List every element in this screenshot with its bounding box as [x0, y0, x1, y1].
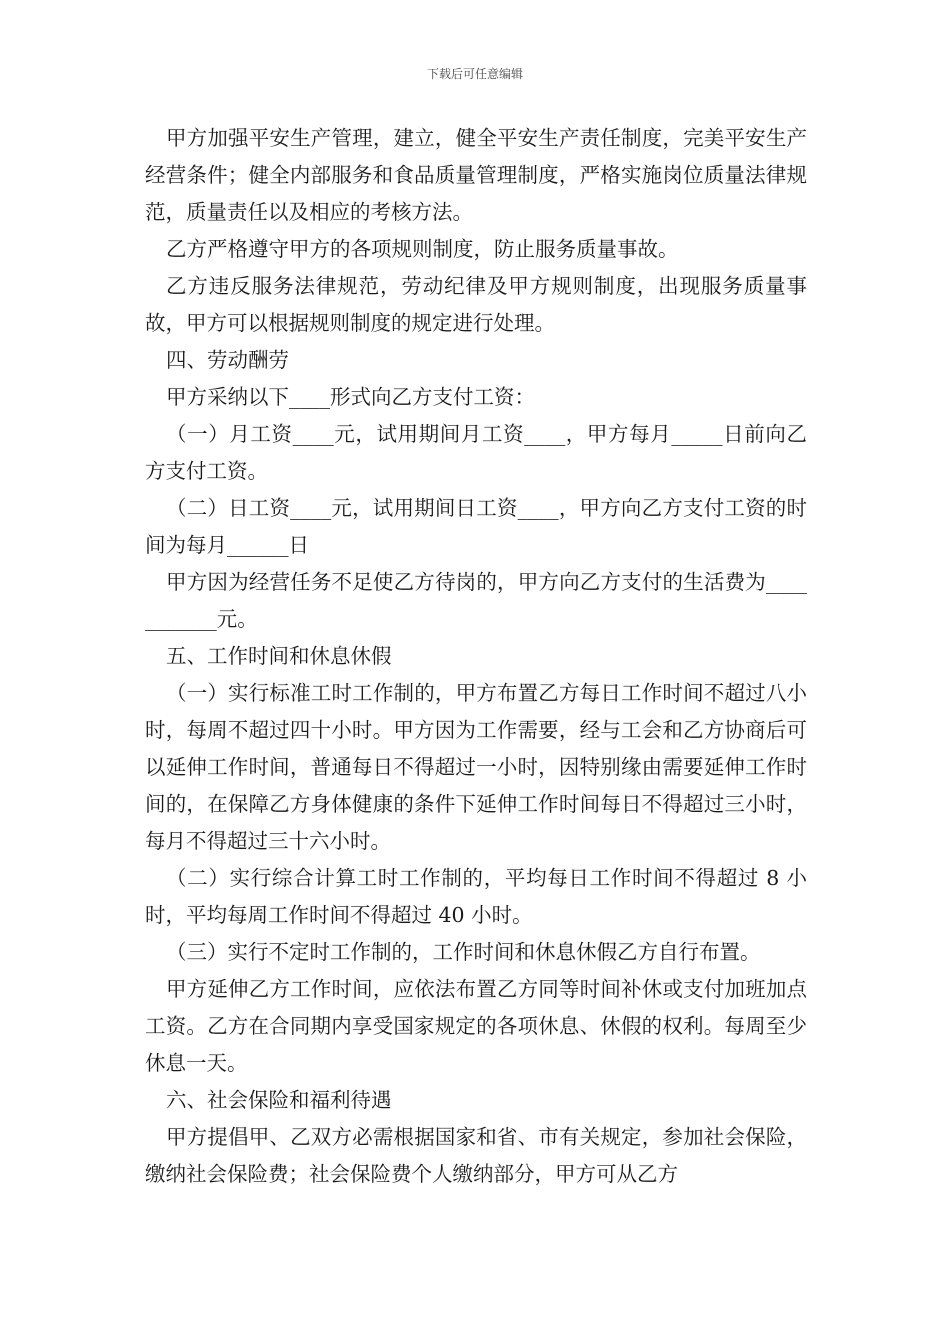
paragraph-standard-hours: （一）实行标准工时工作制的，甲方布置乙方每日工作时间不超过八小时，每周不超过四十小时。甲方因为工作需要，经与工会和乙方协商后可以延伸工作时间，普通每日不得超过一小时，因特别缘由需要延伸工作时间的，在保障乙方身体健康的条件下延伸工作时间每日不得超过三小时，每月不得超过三十六小时。 — [145, 681, 807, 853]
paragraph-wage-form: 甲方采纳以下____形式向乙方支付工资： — [166, 385, 535, 409]
section-heading-social-insurance: 六、社会保险和福利待遇 — [166, 1088, 392, 1112]
paragraph-comprehensive-hours: （二）实行综合计算工时工作制的，平均每日工作时间不得超过 8 小时，平均每周工作时间不得超过 40 小时。 — [145, 866, 807, 927]
section-heading-compensation: 四、劳动酬劳 — [166, 348, 289, 372]
paragraph-monthly-wage: （一）月工资____元，试用期间月工资____，甲方每月_____日前向乙方支付工资。 — [145, 422, 807, 483]
paragraph-flexible-hours: （三）实行不定时工作制的，工作时间和休息休假乙方自行布置。 — [166, 940, 761, 964]
paragraph-daily-wage: （二）日工资____元，试用期间日工资____，甲方向乙方支付工资的时间为每月______日 — [145, 496, 807, 557]
paragraph-safety-management: 甲方加强平安生产管理，建立，健全平安生产责任制度，完美平安生产经营条件；健全内部服务和食品质量管理制度，严格实施岗位质量法律规范，质量责任以及相应的考核方法。 — [145, 126, 807, 224]
paragraph-obey-rules: 乙方严格遵守甲方的各项规则制度，防止服务质量事故。 — [166, 237, 679, 261]
paragraph-standby-allowance: 甲方因为经营任务不足使乙方待岗的，甲方向乙方支付的生活费为___________元。 — [145, 570, 807, 631]
document-body — [145, 120, 807, 1193]
page-header-note: 下载后可任意编辑 — [426, 67, 523, 81]
paragraph-social-insurance: 甲方提倡甲、乙双方必需根据国家和省、市有关规定，参加社会保险，缴纳社会保险费；社会保险费个人缴纳部分，甲方可从乙方 — [145, 1125, 807, 1186]
paragraph-violation-handling: 乙方违反服务法律规范，劳动纪律及甲方规则制度，出现服务质量事故，甲方可以根据规则制度的规定进行处理。 — [145, 274, 807, 335]
paragraph-overtime-compensation: 甲方延伸乙方工作时间，应依法布置乙方同等时间补休或支付加班加点工资。乙方在合同期内享受国家规定的各项休息、休假的权利。每周至少休息一天。 — [145, 977, 807, 1075]
section-heading-working-hours: 五、工作时间和休息休假 — [166, 644, 392, 668]
